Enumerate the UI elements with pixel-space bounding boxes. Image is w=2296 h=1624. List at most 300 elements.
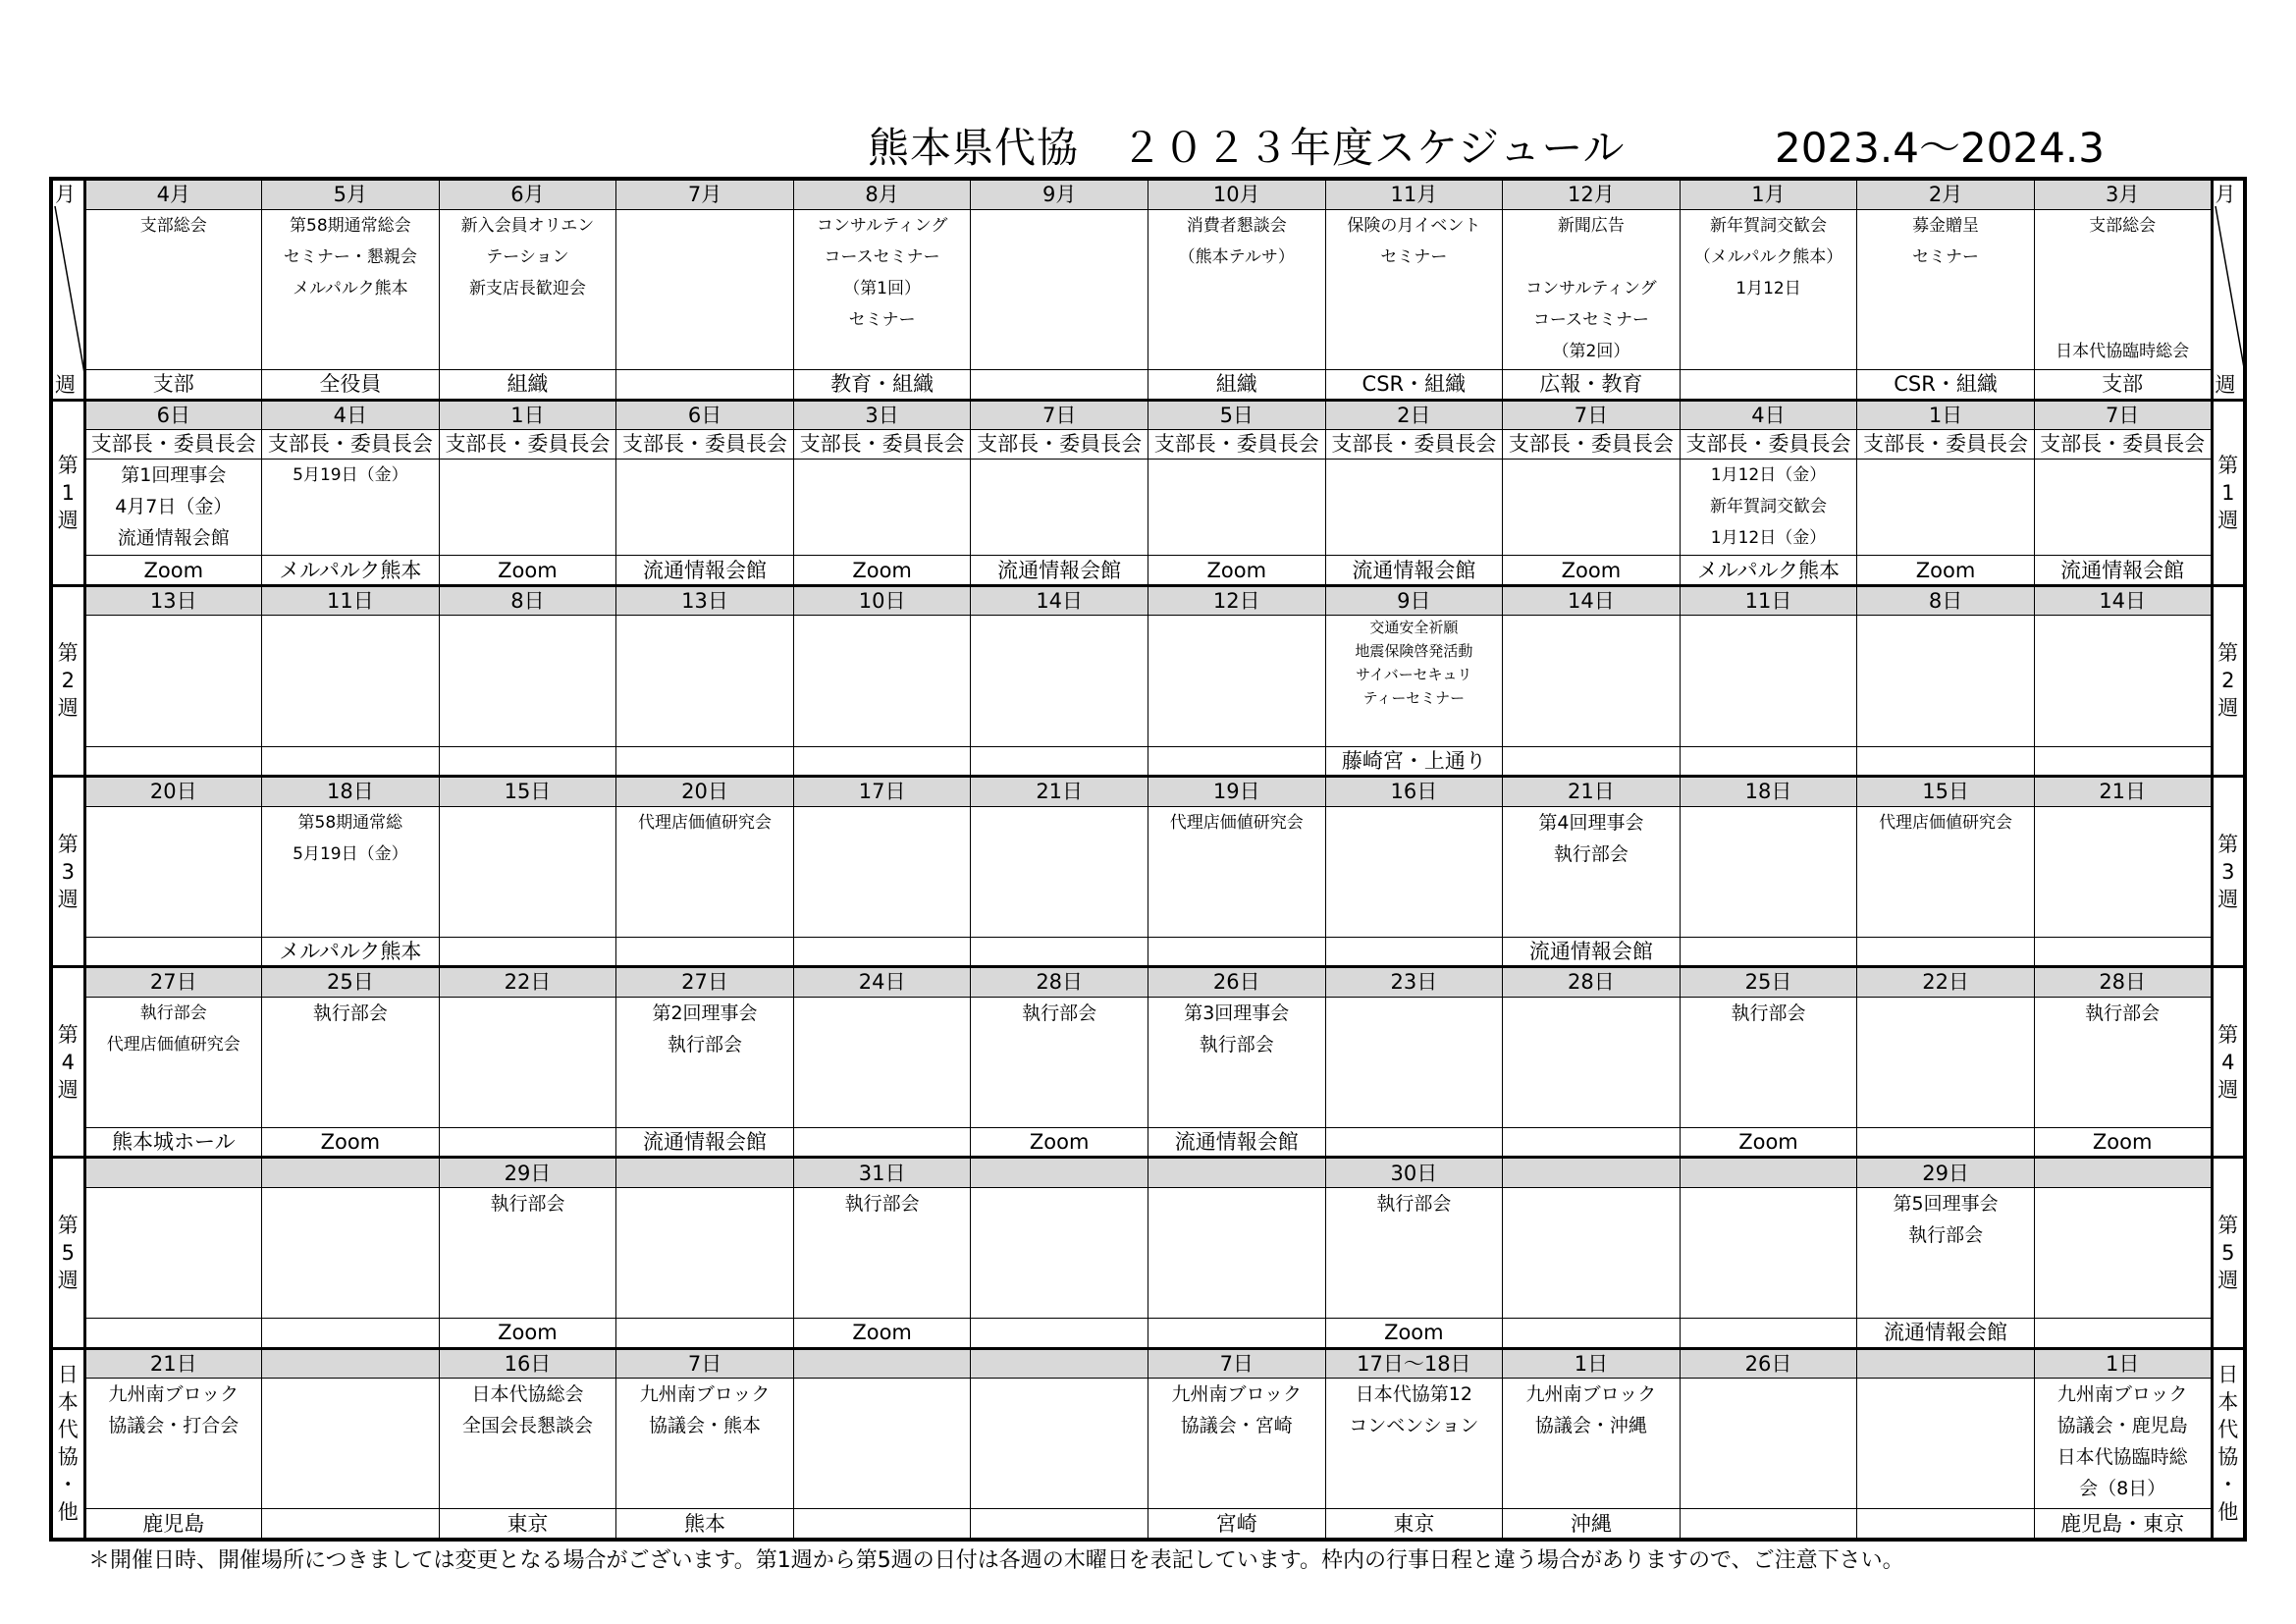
venue-cell <box>1503 1319 1681 1349</box>
venue-cell <box>84 746 262 777</box>
event-line: 交通安全祈願 <box>1369 619 1459 637</box>
venue-cell: Zoom <box>1325 1319 1503 1349</box>
venue-cell: Zoom <box>1148 556 1325 586</box>
date-cell: 3日 <box>793 400 971 430</box>
event-line: メルパルク熊本 <box>293 278 408 298</box>
date-cell: 22日 <box>439 967 616 998</box>
date-cell: 20日 <box>616 777 794 807</box>
event-cell <box>1148 997 1325 1127</box>
event-cell <box>439 616 616 746</box>
event-cell <box>84 1379 262 1509</box>
event-line: 新入会員オリエン <box>460 215 595 236</box>
date-cell: 6日 <box>84 400 262 430</box>
side-month-label <box>51 179 84 400</box>
side-week4-right <box>2212 967 2245 1158</box>
schedule-table <box>49 177 2247 1542</box>
event-line: 1月12日 <box>1735 278 1801 298</box>
event-cell <box>262 806 440 937</box>
date-cell: 7日 <box>2034 400 2212 430</box>
month-owner-cell: 組織 <box>439 370 616 401</box>
event-cell <box>1680 1379 1857 1509</box>
event-cell <box>1680 459 1857 556</box>
venue-cell <box>1503 746 1681 777</box>
venue-cell: Zoom <box>1680 1127 1857 1158</box>
month-header: 9月 <box>971 179 1148 209</box>
date-cell: 13日 <box>616 585 794 616</box>
event-cell <box>793 1187 971 1318</box>
side-char: 日 <box>57 1363 79 1387</box>
date-cell: 1日 <box>1503 1348 1681 1379</box>
event-line: 日本代協臨時総会 <box>2056 341 2190 361</box>
side-char: 週 <box>2217 696 2239 721</box>
event-cell <box>1857 1187 2035 1318</box>
date-cell: 1日 <box>439 400 616 430</box>
meeting-cell: 支部長・委員長会 <box>84 430 262 459</box>
event-line: 協議会・宮崎 <box>1180 1415 1293 1437</box>
date-cell <box>262 1158 440 1188</box>
event-line: 執行部会 <box>2085 1001 2161 1024</box>
event-line: コンサルティング <box>816 215 948 236</box>
month-owner-cell: CSR・組織 <box>1325 370 1503 401</box>
event-line: 第58期通常総 <box>297 812 403 833</box>
event-cell <box>793 1379 971 1509</box>
event-cell <box>616 806 794 937</box>
side-char: 週 <box>2217 1269 2239 1293</box>
event-cell <box>262 616 440 746</box>
event-line: 会（8日） <box>2079 1478 2166 1500</box>
event-cell <box>1325 1187 1503 1318</box>
event-cell <box>2034 459 2212 556</box>
event-cell <box>2034 1187 2212 1318</box>
event-line: 第1回理事会 <box>121 463 227 486</box>
venue-cell <box>1857 1127 2035 1158</box>
event-line: ティーセミナー <box>1362 689 1466 708</box>
venue-cell <box>1857 937 2035 967</box>
side-char: 他 <box>2217 1500 2239 1525</box>
side-char: 代 <box>2217 1418 2239 1442</box>
date-cell: 7日 <box>1503 400 1681 430</box>
month-header: 7月 <box>616 179 794 209</box>
date-cell: 28日 <box>2034 967 2212 998</box>
event-line: 日本代協総会 <box>471 1383 584 1406</box>
venue-cell: 流通情報会館 <box>616 556 794 586</box>
date-cell: 1日 <box>2034 1348 2212 1379</box>
event-cell <box>439 806 616 937</box>
date-cell: 30日 <box>1325 1158 1503 1188</box>
venue-cell: 藤崎宮・上通り <box>1325 746 1503 777</box>
event-line: 代理店価値研究会 <box>106 1034 240 1055</box>
date-cell: 18日 <box>1680 777 1857 807</box>
venue-cell <box>439 746 616 777</box>
page-title: 熊本県代協 ２０２３年度スケジュール <box>868 124 1626 172</box>
month-header: 6月 <box>439 179 616 209</box>
month-event-cell <box>1325 209 1503 370</box>
venue-cell: 流通情報会館 <box>1503 937 1681 967</box>
date-cell: 15日 <box>439 777 616 807</box>
side-char: 第 <box>57 832 79 856</box>
date-cell: 10日 <box>793 585 971 616</box>
date-cell: 2日 <box>1325 400 1503 430</box>
meeting-cell: 支部長・委員長会 <box>439 430 616 459</box>
side-char: 週 <box>57 887 79 911</box>
event-cell <box>1503 459 1681 556</box>
venue-cell: Zoom <box>793 556 971 586</box>
event-line: （第2回） <box>1552 341 1630 361</box>
event-cell <box>616 997 794 1127</box>
event-cell <box>1325 1379 1503 1509</box>
venue-cell: 流通情報会館 <box>971 556 1148 586</box>
side-char: 週 <box>2217 1077 2239 1102</box>
event-cell <box>971 616 1148 746</box>
event-line: セミナー <box>1380 246 1448 267</box>
event-cell <box>793 616 971 746</box>
event-cell <box>1325 616 1503 746</box>
month-owner-cell <box>971 370 1148 401</box>
side-char: 第 <box>2217 1022 2239 1047</box>
side-char: 第 <box>2217 1214 2239 1238</box>
event-line <box>2035 273 2211 304</box>
month-owner-cell: CSR・組織 <box>1857 370 2035 401</box>
date-cell: 17日 <box>793 777 971 807</box>
event-cell <box>262 1379 440 1509</box>
date-cell: 11日 <box>262 585 440 616</box>
date-cell: 5日 <box>1148 400 1325 430</box>
event-line: 九州南ブロック <box>108 1383 240 1406</box>
event-line: 執行部会 <box>1022 1001 1097 1024</box>
event-cell <box>84 1187 262 1318</box>
venue-cell <box>1503 1127 1681 1158</box>
side-char: 1 <box>61 480 75 505</box>
side-char: 週 <box>57 696 79 721</box>
venue-cell <box>793 746 971 777</box>
venue-cell <box>262 1319 440 1349</box>
side-char: 週 <box>2217 508 2239 532</box>
event-line: 第58期通常総会 <box>290 215 411 236</box>
week-label: 週 <box>2215 372 2236 397</box>
event-cell <box>1325 997 1503 1127</box>
side-char: 5 <box>61 1241 75 1266</box>
event-cell <box>2034 997 2212 1127</box>
date-cell: 16日 <box>1325 777 1503 807</box>
month-owner-cell: 全役員 <box>262 370 440 401</box>
date-cell: 25日 <box>1680 967 1857 998</box>
month-event-cell <box>971 209 1148 370</box>
event-line: セミナー <box>848 309 916 330</box>
month-header: 8月 <box>793 179 971 209</box>
venue-cell <box>1148 937 1325 967</box>
side-char: 第 <box>2217 453 2239 477</box>
date-cell: 25日 <box>262 967 440 998</box>
month-event-cell <box>1148 209 1325 370</box>
date-cell: 20日 <box>84 777 262 807</box>
date-cell: 31日 <box>793 1158 971 1188</box>
event-line: 支部総会 <box>2089 215 2157 236</box>
event-cell <box>616 1187 794 1318</box>
side-week3 <box>51 777 84 967</box>
meeting-cell: 支部長・委員長会 <box>1503 430 1681 459</box>
event-line: 協議会・鹿児島 <box>2056 1415 2188 1437</box>
month-event-cell <box>793 209 971 370</box>
event-line: 地震保険啓発活動 <box>1355 642 1473 661</box>
event-cell <box>1857 616 2035 746</box>
week-label: 週 <box>55 372 76 397</box>
month-owner-cell <box>616 370 794 401</box>
fiscal-range: 2023.4～2024.3 <box>1775 124 2105 172</box>
meeting-cell: 支部長・委員長会 <box>971 430 1148 459</box>
event-cell <box>1680 1187 1857 1318</box>
event-line: 執行部会 <box>1553 842 1629 865</box>
venue-cell <box>1148 746 1325 777</box>
event-cell <box>971 1379 1148 1509</box>
date-cell: 4日 <box>262 400 440 430</box>
venue-cell <box>616 1319 794 1349</box>
date-cell <box>1680 1158 1857 1188</box>
date-cell <box>1148 1158 1325 1188</box>
event-line: 保険の月イベント <box>1347 215 1481 236</box>
venue-cell <box>439 937 616 967</box>
event-line: コンサルティング <box>1525 278 1657 298</box>
date-cell: 26日 <box>1680 1348 1857 1379</box>
venue-cell <box>262 746 440 777</box>
event-line: コースセミナー <box>1532 309 1649 330</box>
side-char: 第 <box>57 1214 79 1238</box>
event-line <box>2035 304 2211 336</box>
date-cell: 16日 <box>439 1348 616 1379</box>
date-cell: 27日 <box>84 967 262 998</box>
date-cell: 18日 <box>262 777 440 807</box>
date-cell: 7日 <box>971 400 1148 430</box>
month-label: 月 <box>2215 183 2236 206</box>
meeting-cell: 支部長・委員長会 <box>1325 430 1503 459</box>
side-month-label-right <box>2212 179 2245 400</box>
venue-cell: メルパルク熊本 <box>262 937 440 967</box>
event-line: 執行部会 <box>1908 1223 1984 1246</box>
side-char: 協 <box>2217 1445 2239 1470</box>
side-char: 日 <box>2217 1363 2239 1387</box>
month-header: 11月 <box>1325 179 1503 209</box>
footnote: ＊開催日時、開催場所につきましては変更となる場合がございます。第1週から第5週の日付は各週の木曜日を表記しています。枠内の行事日程と違う場合がありますので、ご注意下さい。 <box>88 1548 1904 1573</box>
month-owner-cell: 支部 <box>84 370 262 401</box>
venue-cell: 流通情報会館 <box>1148 1127 1325 1158</box>
event-cell <box>1503 997 1681 1127</box>
month-owner-cell: 広報・教育 <box>1503 370 1681 401</box>
event-cell <box>1857 806 2035 937</box>
month-event-cell <box>2034 209 2212 370</box>
event-cell <box>1680 806 1857 937</box>
venue-cell <box>1857 1509 2035 1540</box>
venue-cell: 東京 <box>1325 1509 1503 1540</box>
date-cell: 11日 <box>1680 585 1857 616</box>
venue-cell: 熊本 <box>616 1509 794 1540</box>
date-cell: 7日 <box>1148 1348 1325 1379</box>
event-cell <box>1148 616 1325 746</box>
event-line: 執行部会 <box>1376 1192 1452 1215</box>
side-week4 <box>51 967 84 1158</box>
side-char: ・ <box>57 1473 79 1497</box>
event-cell <box>2034 616 2212 746</box>
date-cell <box>2034 1158 2212 1188</box>
event-cell <box>1857 997 2035 1127</box>
date-cell: 21日 <box>1503 777 1681 807</box>
date-cell <box>84 1158 262 1188</box>
month-owner-cell <box>1680 370 1857 401</box>
event-line: コースセミナー <box>824 246 940 267</box>
venue-cell <box>262 1509 440 1540</box>
date-cell <box>1503 1158 1681 1188</box>
event-cell <box>439 997 616 1127</box>
side-week1-right <box>2212 400 2245 585</box>
month-event-cell <box>262 209 440 370</box>
side-other <box>51 1348 84 1540</box>
venue-cell <box>793 1509 971 1540</box>
event-cell <box>84 459 262 556</box>
event-cell <box>1680 997 1857 1127</box>
venue-cell: 流通情報会館 <box>1325 556 1503 586</box>
date-cell: 14日 <box>971 585 1148 616</box>
venue-cell <box>1680 746 1857 777</box>
event-line: 5月19日（金） <box>293 843 408 864</box>
month-owner-cell: 支部 <box>2034 370 2212 401</box>
date-cell: 21日 <box>2034 777 2212 807</box>
event-line: 九州南ブロック <box>639 1383 771 1406</box>
event-line: （熊本テルサ） <box>1178 246 1295 267</box>
venue-cell <box>439 1127 616 1158</box>
venue-cell <box>84 937 262 967</box>
venue-cell: Zoom <box>262 1127 440 1158</box>
event-cell <box>84 806 262 937</box>
event-cell <box>84 616 262 746</box>
event-cell <box>2034 806 2212 937</box>
side-char: 第 <box>57 641 79 666</box>
month-header: 1月 <box>1680 179 1857 209</box>
date-cell <box>262 1348 440 1379</box>
event-line: 日本代協臨時総 <box>2056 1446 2188 1469</box>
event-line: 執行部会 <box>139 1002 207 1023</box>
date-cell: 23日 <box>1325 967 1503 998</box>
event-cell <box>1503 616 1681 746</box>
event-line: 日本代協第12 <box>1355 1383 1472 1406</box>
venue-cell <box>971 1509 1148 1540</box>
event-line: 4月7日（金） <box>115 495 233 517</box>
event-cell <box>1503 806 1681 937</box>
side-week5 <box>51 1158 84 1348</box>
date-cell <box>971 1158 1148 1188</box>
side-other-right <box>2212 1348 2245 1540</box>
event-line: 代理店価値研究会 <box>1169 812 1304 833</box>
side-char: 5 <box>2221 1241 2235 1266</box>
month-header: 3月 <box>2034 179 2212 209</box>
side-char: 2 <box>61 669 75 693</box>
event-cell <box>439 1187 616 1318</box>
event-cell <box>971 459 1148 556</box>
side-char: 週 <box>57 1269 79 1293</box>
side-char: ・ <box>2217 1473 2239 1497</box>
event-line: 執行部会 <box>1199 1033 1274 1056</box>
venue-cell: 宮崎 <box>1148 1509 1325 1540</box>
meeting-cell: 支部長・委員長会 <box>1680 430 1857 459</box>
side-char: 第 <box>2217 832 2239 856</box>
event-cell <box>971 806 1148 937</box>
event-line: 募金贈呈 <box>1912 215 1980 236</box>
meeting-cell: 支部長・委員長会 <box>262 430 440 459</box>
meeting-cell: 支部長・委員長会 <box>1857 430 2035 459</box>
event-line: 全国会長懇談会 <box>461 1415 593 1437</box>
date-cell: 12日 <box>1148 585 1325 616</box>
date-cell: 15日 <box>1857 777 2035 807</box>
date-cell: 22日 <box>1857 967 2035 998</box>
event-line: 第3回理事会 <box>1184 1001 1290 1024</box>
venue-cell: 流通情報会館 <box>2034 556 2212 586</box>
event-line: 九州南ブロック <box>1525 1383 1657 1406</box>
event-cell <box>1325 806 1503 937</box>
venue-cell <box>1680 1319 1857 1349</box>
date-cell: 14日 <box>2034 585 2212 616</box>
event-line: 執行部会 <box>312 1001 388 1024</box>
event-line: 1月12日（金） <box>1710 527 1827 548</box>
date-cell: 21日 <box>84 1348 262 1379</box>
venue-cell <box>971 746 1148 777</box>
event-line: 新年賀詞交歓会 <box>1709 496 1827 516</box>
meeting-cell: 支部長・委員長会 <box>793 430 971 459</box>
event-cell <box>439 459 616 556</box>
month-header: 10月 <box>1148 179 1325 209</box>
venue-cell <box>2034 937 2212 967</box>
event-cell <box>1148 1379 1325 1509</box>
side-char: 代 <box>57 1418 79 1442</box>
venue-cell: 東京 <box>439 1509 616 1540</box>
event-line: 第4回理事会 <box>1538 811 1644 834</box>
month-header: 2月 <box>1857 179 2035 209</box>
date-cell: 29日 <box>1857 1158 2035 1188</box>
month-event-cell <box>84 209 262 370</box>
event-line: サイバーセキュリ <box>1356 666 1472 684</box>
event-line: 協議会・打合会 <box>108 1415 240 1437</box>
venue-cell: 流通情報会館 <box>1857 1319 2035 1349</box>
meeting-cell: 支部長・委員長会 <box>1148 430 1325 459</box>
event-line: 消費者懇談会 <box>1186 215 1287 236</box>
side-char: 本 <box>2217 1390 2239 1415</box>
event-cell <box>616 1379 794 1509</box>
date-cell: 9日 <box>1325 585 1503 616</box>
event-cell <box>793 459 971 556</box>
event-line: （メルパルク熊本） <box>1693 246 1843 267</box>
event-cell <box>793 806 971 937</box>
date-cell: 19日 <box>1148 777 1325 807</box>
event-line: 執行部会 <box>667 1033 743 1056</box>
side-char: 4 <box>2221 1050 2235 1074</box>
side-week5-right <box>2212 1158 2245 1348</box>
month-owner-cell: 教育・組織 <box>793 370 971 401</box>
event-line <box>2035 242 2211 273</box>
venue-cell <box>1148 1319 1325 1349</box>
side-week3-right <box>2212 777 2245 967</box>
diagonal-line <box>53 206 84 383</box>
venue-cell <box>793 1127 971 1158</box>
side-week1 <box>51 400 84 585</box>
event-cell <box>616 459 794 556</box>
event-line: 九州南ブロック <box>1171 1383 1303 1406</box>
venue-cell <box>1325 937 1503 967</box>
month-event-cell <box>616 209 794 370</box>
venue-cell: 鹿児島・東京 <box>2034 1509 2212 1540</box>
month-header: 4月 <box>84 179 262 209</box>
event-cell <box>1680 616 1857 746</box>
month-label: 月 <box>55 183 76 206</box>
month-event-cell <box>439 209 616 370</box>
month-owner-cell: 組織 <box>1148 370 1325 401</box>
venue-cell <box>616 937 794 967</box>
venue-cell <box>971 937 1148 967</box>
